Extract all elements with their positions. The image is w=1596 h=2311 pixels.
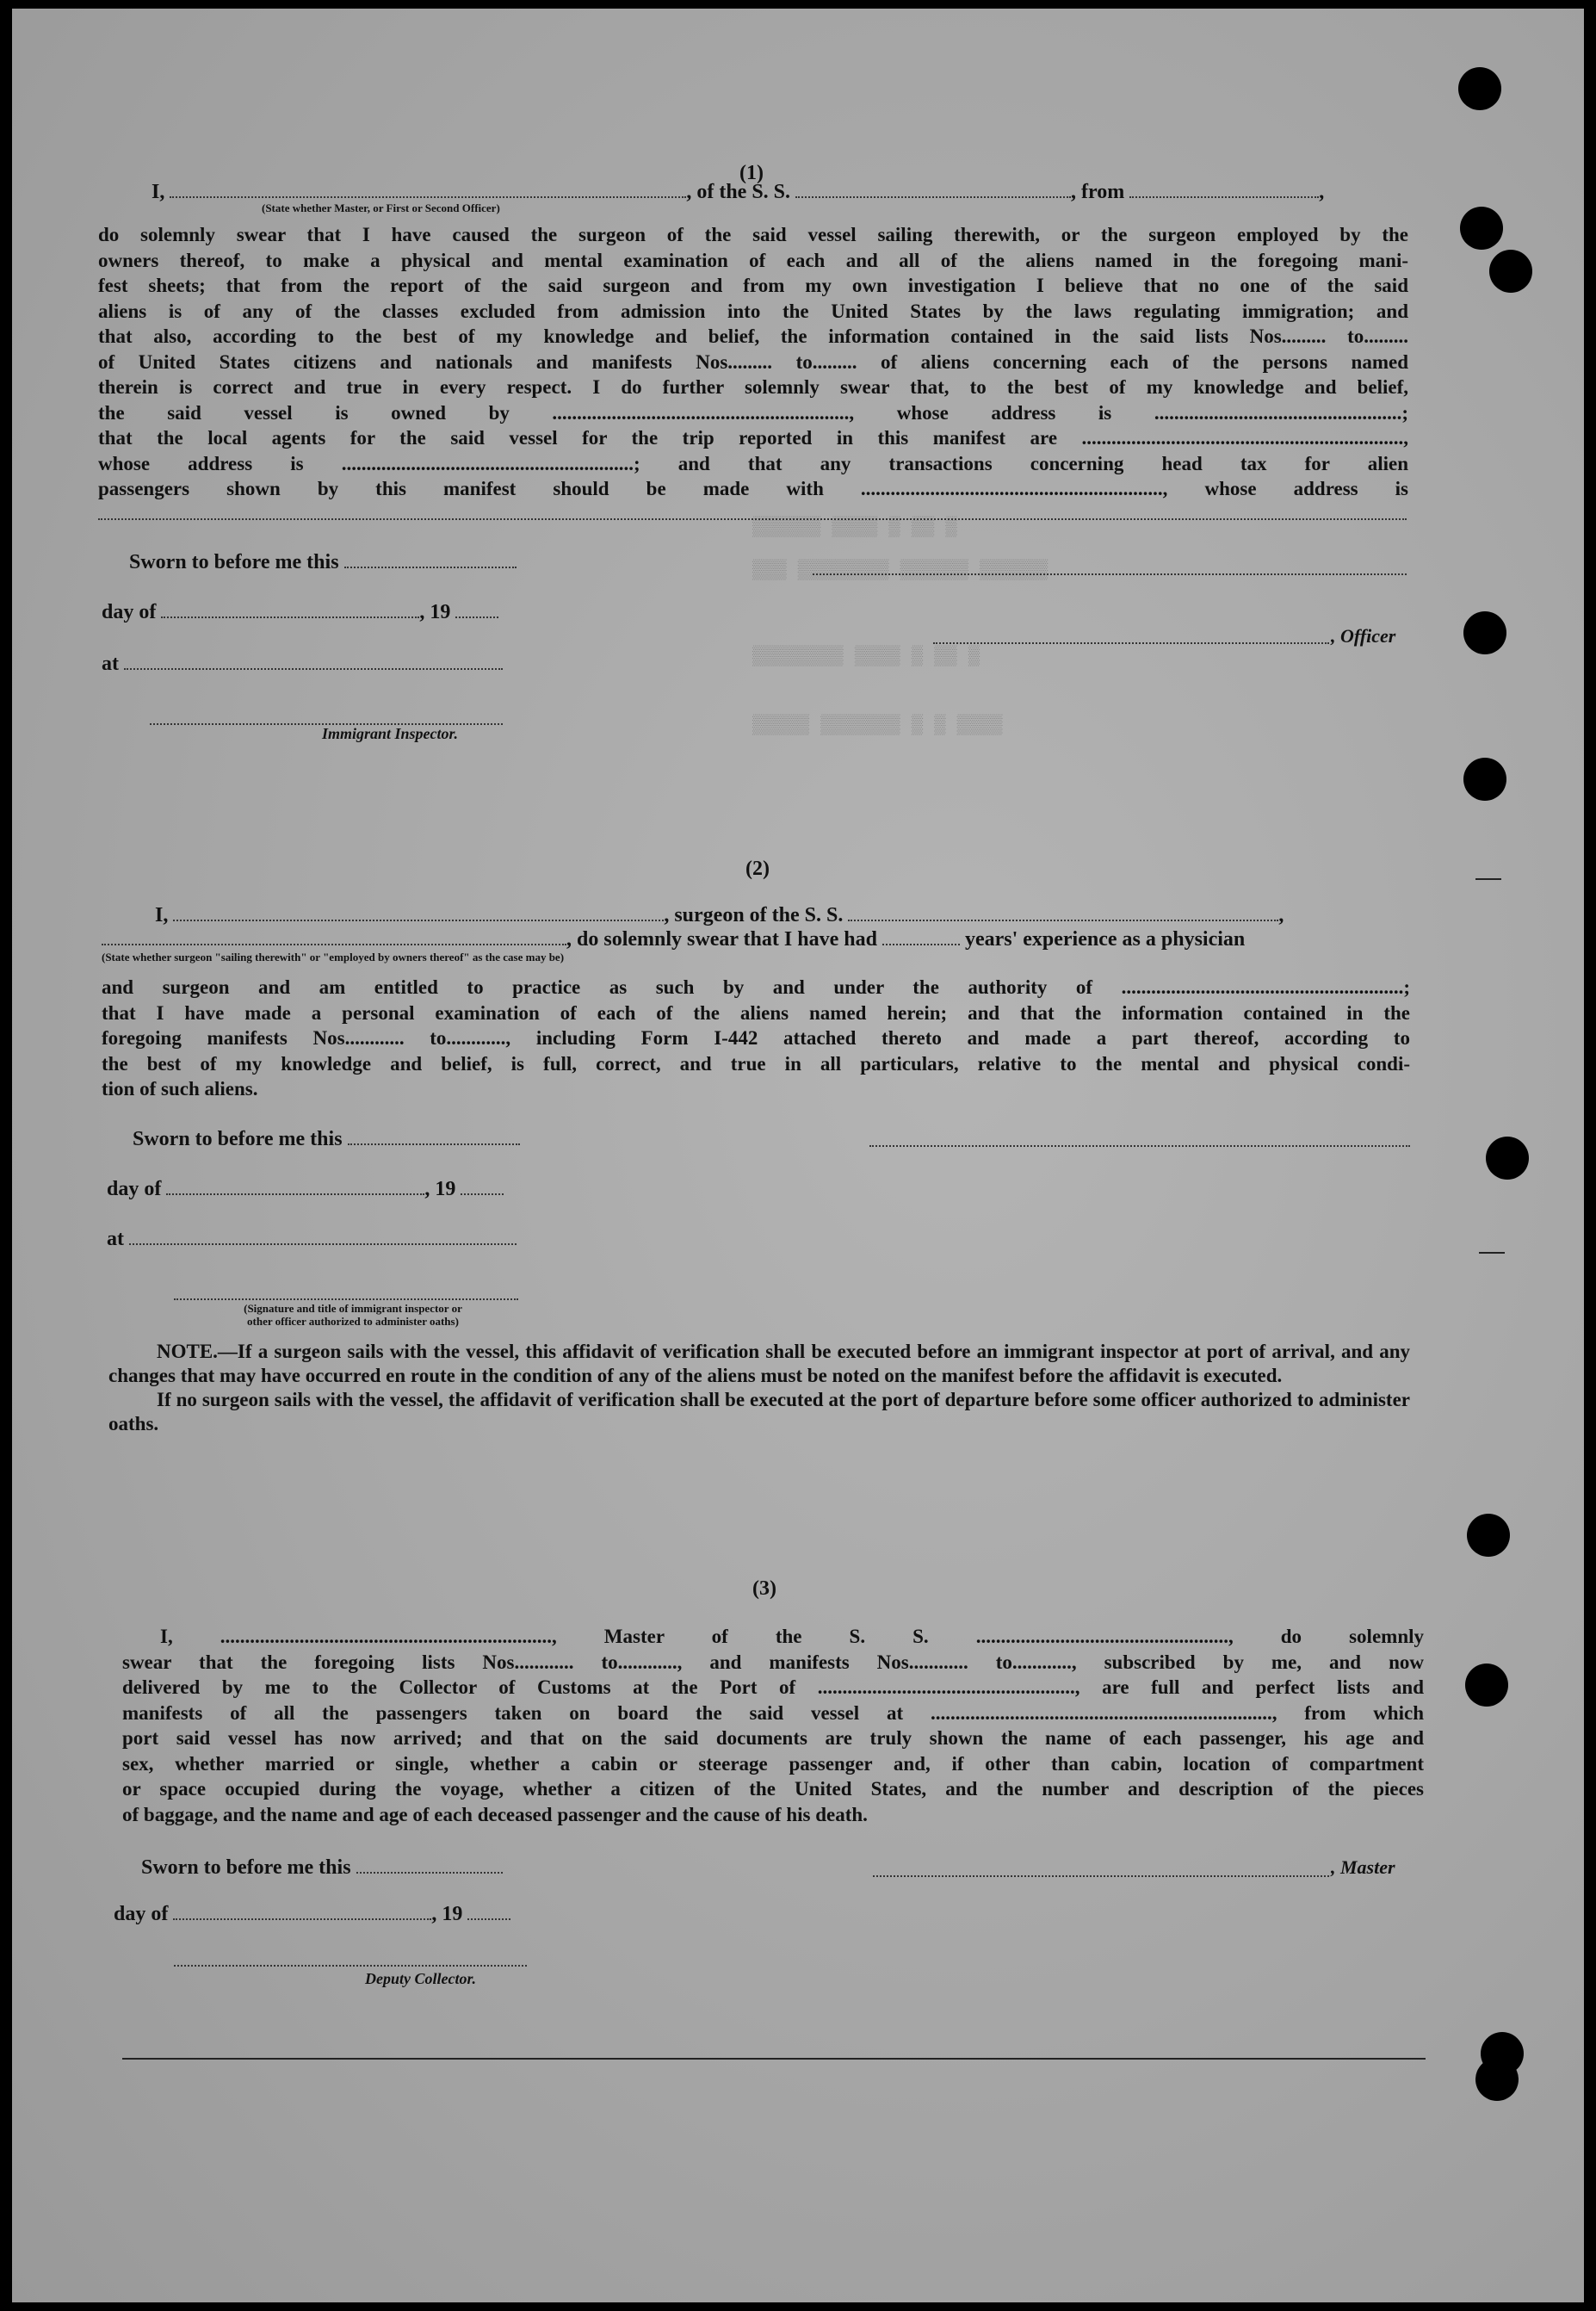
section3-deputy-signature-line [174,1963,527,1967]
section2-surgeon-signature-line [869,1143,1410,1147]
section2-oath-line: I, , surgeon of the S. S. , [155,904,1284,926]
binder-hole [1467,1514,1510,1557]
section1-caption: (State whether Master, or First or Second Officer) [262,201,500,214]
section-number: (3) [752,1577,776,1600]
section3-master-signature-line [873,1874,1329,1877]
binder-hole [1460,207,1503,250]
document-sheet [12,9,1584,2302]
binder-hole [1458,67,1501,110]
binder-hole [1475,2058,1519,2101]
master-label: , Master [1331,1856,1395,1878]
binder-hole [1463,758,1506,801]
section1-sworn-line: Sworn to before me this [129,551,517,574]
bleed-through-text: ▒▒▒▒▒ ▒▒▒▒▒▒▒ ▒ ▒ ▒▒▒▒ [752,715,1003,736]
section3-paragraph: I, ..................................................................., Master of the S. S. ..................................................., do solemnly swear that the foregoing lists Nos............ to............, and manifests Nos............ to............, subscribed by me, and now delivered by me to the Collector of Customs at the Port of ...................................................., are full and perfect lists and manifests of all the passengers taken on board the said vessel at ....................................................................., from which port said vessel has now arrived; and that on the said documents are truly shown the name of each passenger, his age and sex, whether married or single, whether a cabin or steerage passenger and, if other than cabin, location of compartment or space occupied during the voyage, whether a citizen of the United States, and the number and description of the pieces of baggage, and the name and age of each deceased passenger and the cause of his death. [122,1626,1424,1825]
bottom-rule [122,2058,1426,2060]
section2-sworn-line: Sworn to before me this [133,1128,520,1151]
section2-sig-caption: (Signature and title of immigrant inspector or other officer authorized to administer oaths) [244,1302,462,1328]
section2-at-line: at [107,1228,517,1251]
section2-inspector-signature-line [174,1297,518,1300]
binder-hole [1489,250,1532,293]
bleed-through-text: ▒▒▒ ▒▒▒▒▒▒▒▒ ▒▒▒▒▒▒ ▒▒▒▒▒▒ [752,560,1049,581]
section2-experience-line: , do solemnly swear that I have had years' experience as a physician [102,928,1410,951]
binder-hole [1465,1664,1508,1707]
officer-label: , Officer [1331,625,1396,647]
binder-hole [1463,611,1506,654]
section2-day-line: day of , 19 [107,1178,504,1201]
margin-mark [1479,1252,1505,1254]
deputy-collector-label: Deputy Collector. [365,1970,476,1987]
section1-at-line: at [102,653,503,676]
section-number: (2) [745,858,770,880]
section2-caption: (State whether surgeon "sailing therewith" or "employed by owners thereof" as the case may be) [102,951,565,963]
section3-day-line: day of , 19 [114,1903,510,1926]
section1-officer-signature-line [813,572,1407,575]
surgeon-note: NOTE.—If a surgeon sails with the vessel, this affidavit of verification shall be executed before an immigrant inspector at port of arrival, and any changes that may have occurred en route in the condition of any of the aliens must be noted on the manifest before the affidavit is executed. If no surgeon sails with the vessel, the affidavit of verification shall be executed at the port of departure before some officer authorized to administer oaths. [108,1341,1410,1434]
immigrant-inspector-label: Immigrant Inspector. [322,725,459,742]
bleed-through-text: ▒▒▒▒▒▒▒▒ ▒▒▒▒ ▒ ▒▒ ▒ [752,646,980,667]
section2-paragraph: and surgeon and am entitled to practice as such by and under the authority of .........................................................; that I have made a personal examination of each of the aliens named herein; and that the information contained in the foregoing manifests Nos............ to............, including Form I-442 attached thereto and made a part thereof, according to the best of my knowledge and belief, is full, correct, and true in all particulars, relative to the mental and physical condi- tion of such aliens. [102,976,1410,1100]
margin-mark [1475,878,1501,880]
section1-officer-line [933,641,1329,644]
section1-continuation-line [98,517,1407,520]
section1-paragraph: do solemnly swear that I have caused the surgeon of the said vessel sailing therewith, or the surgeon employed by the owners thereof, to make a physical and mental examination of each and all of the aliens named in the foregoing mani- fest sheets; that from the report of the said surgeon and from my own investigation I believe that no one of the said aliens is of any of the classes excluded from admission into the United States by the laws regulating immigration; and that also, according to the best of my knowledge and belief, the information contained in the said lists Nos......... to......... of United States citizens and nationals and manifests Nos......... to......... of aliens concerning each of the persons named therein is correct and true in every respect. I do further solemnly swear that, to the best of my knowledge and belief, the said vessel is owned by ............................................................, whose address is ..................................................; that the local agents for the said vessel for the trip reported in this manifest are ................................................................., whose address is ...........................................................; and that any transactions concerning head tax for alien passengers shown by this manifest should be made with ............................................................., whose address is [98,224,1408,499]
section3-sworn-line: Sworn to before me this [141,1856,503,1880]
binder-hole [1486,1137,1529,1180]
section-number: (1) [739,162,764,184]
bleed-through-text: ▒▒▒▒▒▒ ▒▒▒▒ ▒ ▒▒ ▒ [752,517,957,538]
section1-day-line: day of , 19 [102,601,498,624]
section1-oath-line: I, , of the S. S. , from , [152,181,1325,203]
